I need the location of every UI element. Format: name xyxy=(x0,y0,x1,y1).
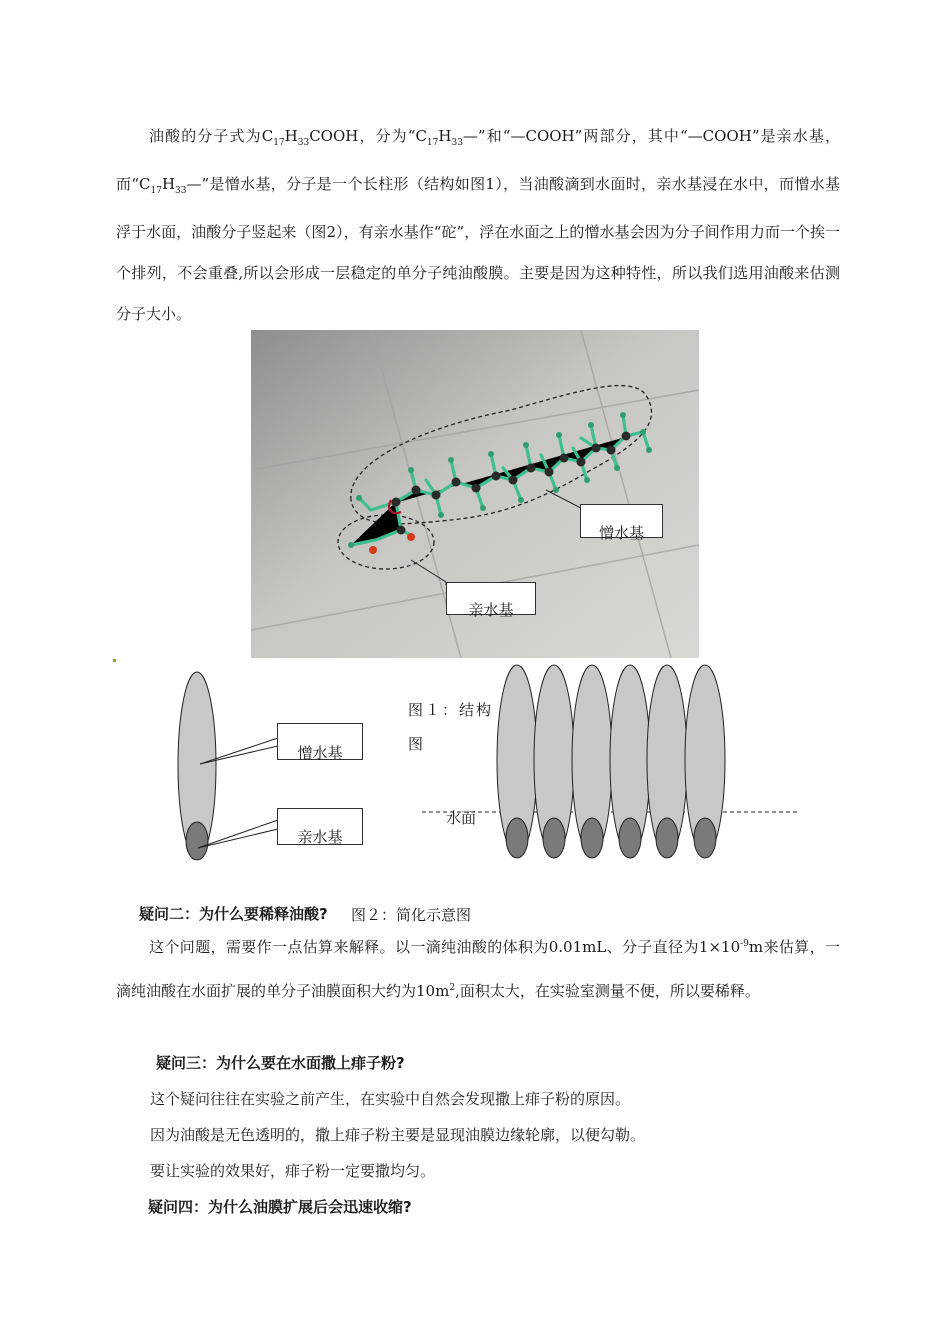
q2-body: 这个问题，需要作一点估算来解释。以一滴纯油酸的体积为0.01mL、分子直径为$1\times 10^{-9}m$来估算，一滴纯油酸在水面扩展的单分子油膜面积大约为$10m^2$,面积太大，在实验室测量不便，所以要稀释。 xyxy=(116,938,840,1000)
figure1-caption: 图１：结构图 xyxy=(408,701,494,753)
intro-paragraph: 油酸的分子式为$C_{17}H_{33}COOH$，分为“$C_{17}H_{33}—$”和“—COOH”两部分，其中“—COOH”是亲水基，而“$C_{17}H_{33}—$”是憎水基，分子是一个长柱形（结构如图1），当油酸滴到水面时，亲水基浸在水中，而憎水基浮于水面，油酸分子竖起来（图2），有亲水基作“砣”，浮在水面之上的憎水基会因为分子间作用力而一个挨一个排列，不会重叠,所以会形成一层稳定的单分子纯油酸膜。主要是因为这种特性，所以我们选用油酸来估测分子大小。 xyxy=(116,127,840,323)
photo-label-hydrophilic-text: 亲水基 xyxy=(468,601,514,619)
q3-line-2: 因为油酸是无色透明的，撒上痱子粉主要是显现油膜边缘轮廓，以便勾勒。 xyxy=(150,1126,646,1144)
photo-label-hydrophobic-text: 憎水基 xyxy=(598,524,644,542)
q3-line-3: 要让实验的效果好，痱子粉一定要撒均匀。 xyxy=(150,1162,436,1180)
q3-line-1: 这个疑问往往在实验之前产生，在实验中自然会发现撒上痱子粉的原因。 xyxy=(150,1090,631,1108)
water-surface-label: 水面 xyxy=(446,809,477,827)
figure2-caption: 图２：简化示意图 xyxy=(351,906,472,924)
q4-heading: 疑问四：为什么油膜扩展后会迅速收缩? xyxy=(148,1198,412,1216)
diagram-label-hydrophobic xyxy=(277,723,363,760)
diagram-label-hydrophilic xyxy=(277,808,363,845)
diagram-label-hydrophilic-text: 亲水基 xyxy=(297,828,343,846)
q2-heading: 疑问二：为什么要稀释油酸? xyxy=(139,905,328,923)
q3-heading: 疑问三：为什么要在水面撒上痱子粉? xyxy=(156,1054,405,1072)
diagram-label-hydrophobic-text: 憎水基 xyxy=(297,744,343,762)
